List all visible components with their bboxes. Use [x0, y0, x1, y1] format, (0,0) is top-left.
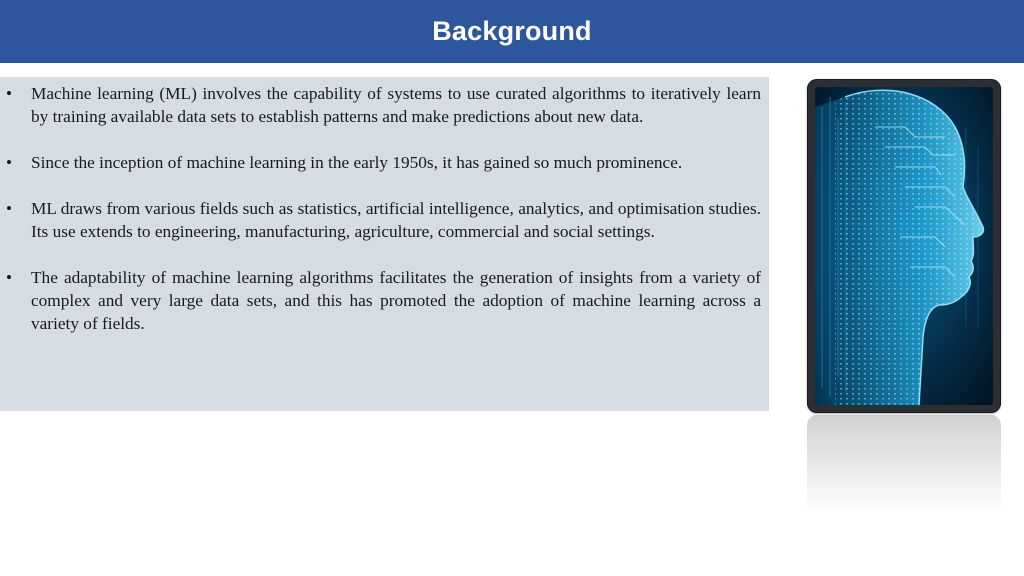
bullet-text: Since the inception of machine learning in the early 1950s, it has gained so much prominence.	[31, 153, 683, 172]
tablet-screen	[815, 87, 993, 405]
bullet-icon: •	[6, 199, 13, 218]
bullet-icon: •	[6, 153, 13, 172]
bullet-icon: •	[6, 268, 13, 287]
bullet-item	[6, 151, 761, 174]
ai-head-tablet-icon	[815, 87, 993, 405]
bullet-item	[6, 82, 761, 128]
slide-title: Background	[432, 16, 592, 46]
bullet-item	[6, 197, 761, 243]
bullet-text: ML draws from various fields such as statistics, artificial intelligence, analytics, and optimisation studies. Its use extends to engineering, manufacturing, agriculture, commercial and social settings.	[31, 199, 761, 241]
bullet-item	[6, 266, 761, 335]
tablet-illustration	[807, 79, 1001, 413]
bullet-icon: •	[6, 84, 13, 103]
bullet-text: The adaptability of machine learning algorithms facilitates the generation of insights from a variety of complex and very large data sets, and this has promoted the adoption of machine learning across a variety of fields.	[31, 268, 761, 333]
slide-header	[0, 0, 1024, 63]
bullet-list	[6, 82, 761, 335]
tablet-reflection	[807, 415, 1001, 525]
content-panel	[0, 77, 769, 411]
bullet-text: Machine learning (ML) involves the capability of systems to use curated algorithms to iteratively learn by training available data sets to establish patterns and make predictions about new data.	[31, 84, 761, 126]
